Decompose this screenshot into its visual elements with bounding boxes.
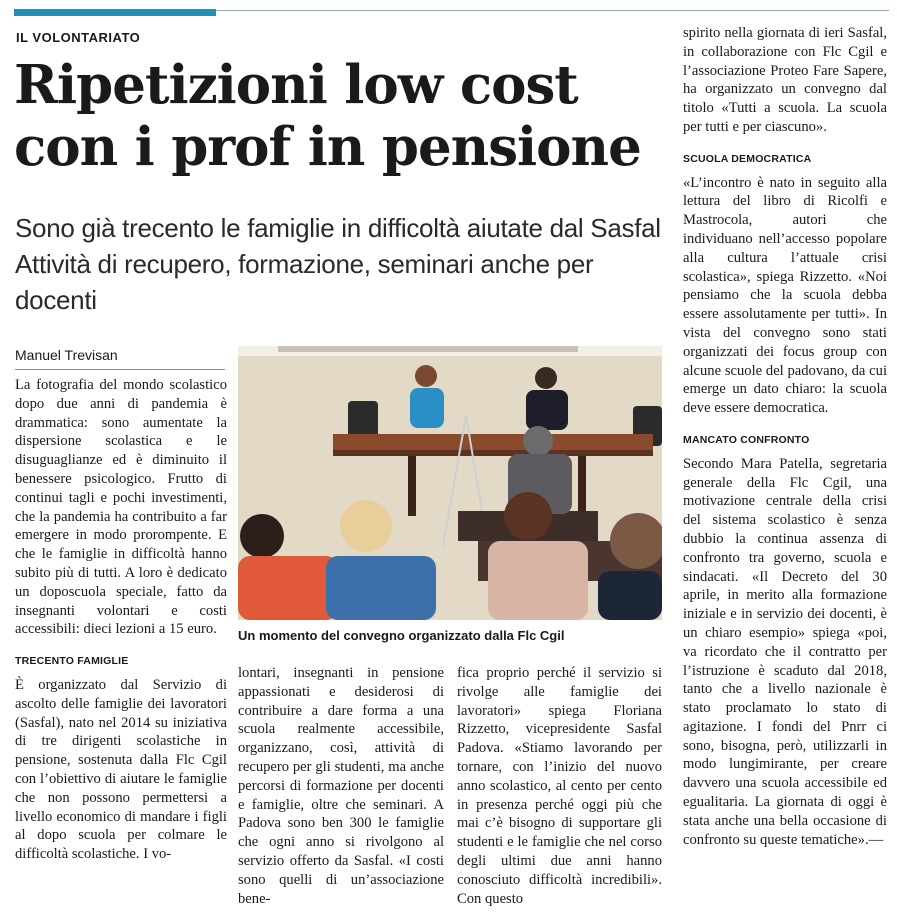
- byline: Manuel Trevisan: [15, 347, 225, 370]
- section-kicker: IL VOLONTARIATO: [16, 30, 141, 45]
- paragraph-sasfal: È organizzato dal Servizio di ascolto delle famiglie dei lavoratori (Sasfal), nato nel 2014 su iniziativa di tre dirigenti scolastiche in pensione, sostenuta dalla Flc Cgil con l’obiettivo di aiutare le famiglie che non possono permettersi a livello economico di mandare i figli al dopo scuola per colmare le difficoltà scolastiche. I vo-: [15, 676, 227, 863]
- section-accent-bar: [14, 9, 216, 16]
- subheadline: [15, 210, 670, 318]
- article-column-1: [15, 376, 227, 864]
- article-column-2: [238, 664, 444, 908]
- headline: [14, 54, 664, 178]
- paragraph-scuola-democratica: «L’incontro è nato in seguito alla lettura del libro di Ricolfi e Mastrocola, autori che individuano nell’accesso popolare alla cultura l’attuale crisi scolastica», spiega Rizzetto. «Noi pensiamo che la scuola debba essere assolutamente per tutti». In vista del convegno sono stati organizzati dei focus group con alcune scuole del padovano, da cui emerge un dato chiaro: la scuola deve essere democratica.: [683, 174, 887, 417]
- conference-photo: [238, 346, 662, 620]
- paragraph-mancato-confronto: Secondo Mara Patella, segretaria generale della Flc Cgil, una motivazione centrale della crisi del sistema scolastico è senza dubbio la continua assenza di confronto tra governo, scuola e sindacati. «Il Decreto del 30 aprile, in merito alla formazione iniziale e in servizio dei docenti, è un chiaro esempio» spiega «poi, va ricordato che il contratto per l’istruzione è scaduto dal 2018, tanto che a livello nazionale è stato proclamato lo stato di agitazione. I fondi del Pnrr ci sono, bisogna, però, utilizzarli in modo lungimirante, per creare davvero una scuola accessibile ed egualitaria. La giornata di oggi è stata anche una bella occasione di confronto su queste tematiche».—: [683, 455, 887, 848]
- subhead-line-1: Sono già trecento le famiglie in difficoltà aiutate dal Sasfal: [15, 213, 661, 243]
- photo-caption: Un momento del convegno organizzato dalla Flc Cgil: [238, 628, 565, 643]
- conference-photo-illustration: [238, 346, 662, 620]
- paragraph-intro: La fotografia del mondo scolastico dopo due anni di pandemia è drammatica: sono aumentate la dispersione scolastica e le disuguaglianze ed è diminuito il benessere psicologico. Frutto di continui tagli e pochi investimenti, che la pandemia ha contribuito a far emergere in modo prorompente. E che le famiglie in difficoltà hanno subito più di tutti. A loro è dedicato un doposcuola speciale, fatto da insegnanti volontari e costi accessibili: dieci lezioni a 15 euro.: [15, 377, 227, 638]
- article-column-4: [683, 24, 887, 849]
- paragraph-convegno: spirito nella giornata di ieri Sasfal, in collaborazione con Flc Cgil e l’associazione Proteo Fare Sapere, ha organizzato un convegno dal titolo «Tutti a scuola. La scuola per tutti e per ciascuno».: [683, 25, 887, 135]
- section-heading-trecento-famiglie: TRECENTO FAMIGLIE: [15, 655, 129, 668]
- article-column-3: [457, 664, 662, 908]
- headline-line-2: con i prof in pensione: [14, 116, 641, 178]
- section-heading-mancato-confronto: MANCATO CONFRONTO: [683, 433, 810, 446]
- paragraph-rizzetto: fica proprio perché il servizio si rivolge alle famiglie dei lavoratori» spiega Floriana Rizzetto, vicepresidente Sasfal Padova. «Stiamo lavorando per tornare, con l’inizio del nuovo anno scolastico, al cento per cento in presenza perché oggi più che mai c’è bisogno di supportare gli studenti e le famiglie che nel corso degli ultimi due anni hanno conosciuto difficoltà incredibili». Con questo: [457, 665, 662, 907]
- paragraph-volontari: lontari, insegnanti in pensione appassionati e desiderosi di contribuire a dare forma a una scuola realmente accessibile, organizzano, così, attività di recupero per gli studenti, ma anche percorsi di formazione per docenti e famiglie, oltre che seminari. A Padova sono ben 300 le famiglie che ogni anno si rivolgono al servizio offerto da Sasfal. «I costi sono quelli di un’associazione bene-: [238, 665, 444, 907]
- headline-line-1: Ripetizioni low cost: [14, 54, 578, 116]
- section-heading-scuola-democratica: SCUOLA DEMOCRATICA: [683, 152, 812, 165]
- subhead-line-2: Attività di recupero, formazione, seminari anche per docenti: [15, 249, 594, 315]
